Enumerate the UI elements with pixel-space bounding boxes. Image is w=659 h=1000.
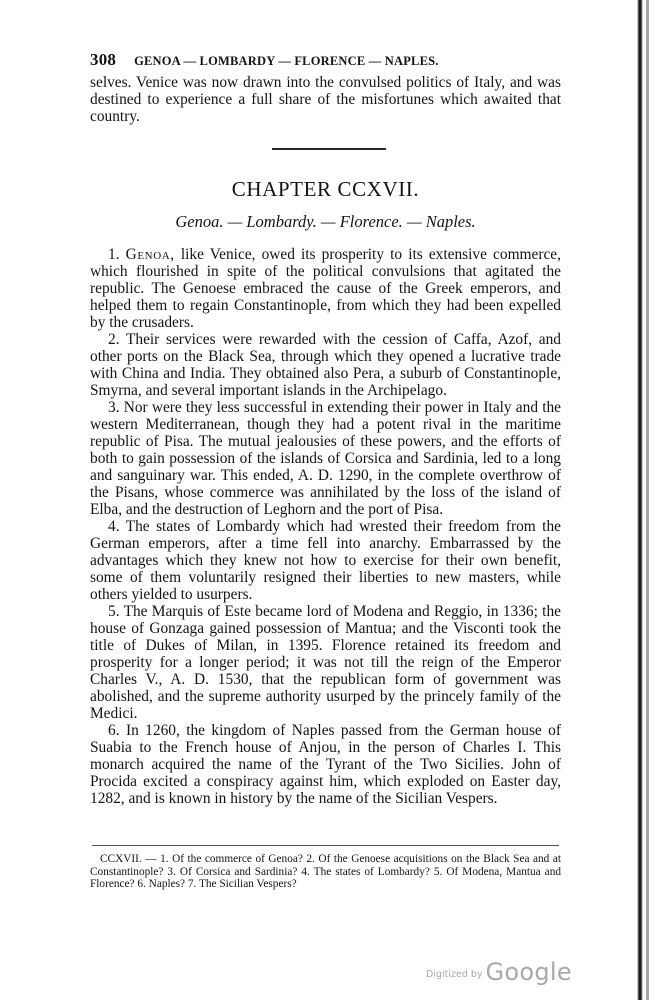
page-edge-line xyxy=(646,0,649,1000)
digitized-watermark xyxy=(426,958,572,986)
chapter-body xyxy=(90,246,561,807)
page-edge-shadow xyxy=(637,0,643,1000)
paragraph-4 xyxy=(90,518,561,603)
chapter-title: CHAPTER CCXVII. xyxy=(231,177,420,201)
paragraph-text: The states of Lombardy which had wrested their freedom from the German emperors, after a time fell into anarchy. Embarrassed by the advantages which they knew not how to exercise for their own benefit, some of them voluntarily resigned their liberties to new masters, while others yielded to usurpers. xyxy=(90,518,561,603)
paragraph-3 xyxy=(90,399,561,518)
footnote-rule xyxy=(92,845,559,846)
paragraph-text: Their services were rewarded with the cession of Caffa, Azof, and other ports on the Black Sea, through which they opened a lucrative trade with China and India. They obtained also Pera, a suburb of Constantinople, Smyrna, and several important islands in the Archipelago. xyxy=(90,331,561,399)
footnote-text: CCXVII. — 1. Of the commerce of Genoa? 2. Of the Genoese acquisitions on the Black Sea and at Constantinople? 3. Of Corsica and Sardinia? 4. The states of Lombardy? 5. Of Modena, Mantua and Florence? 6. Naples? 7. The Sicilian Vespers? xyxy=(90,853,561,891)
paragraph-1 xyxy=(90,246,561,331)
paragraph-2 xyxy=(90,331,561,399)
paragraph-number: 5. xyxy=(108,603,120,620)
page-number: 308 xyxy=(90,50,117,69)
paragraph-lead-word: Genoa, xyxy=(125,246,175,263)
running-title: GENOA — LOMBARDY — FLORENCE — NAPLES. xyxy=(134,54,439,68)
continued-text: selves. Venice was now drawn into the convulsed politics of Italy, and was destined to experience a full share of the misfortunes which awaited that country. xyxy=(90,74,561,125)
paragraph-number: 6. xyxy=(108,722,120,739)
paragraph-number: 4. xyxy=(108,518,120,535)
chapter-subtitle: Genoa. — Lombardy. — Florence. — Naples. xyxy=(175,212,476,231)
paragraph-number: 3. xyxy=(108,399,120,416)
paragraph-text: In 1260, the kingdom of Naples passed from the German house of Suabia to the French house of Anjou, in the person of Charles I. This monarch acquired the name of the Tyrant of the Two Sicilies. John of Procida excited a conspiracy against him, which exploded on Easter day, 1282, and is known in history by the name of the Sicilian Vespers. xyxy=(90,722,561,807)
watermark-prefix: Digitized by xyxy=(426,969,483,980)
continued-paragraph xyxy=(90,74,561,125)
paragraph-number: 2. xyxy=(108,331,120,348)
paragraph-number: 1. xyxy=(108,246,120,263)
chapter-separator-rule xyxy=(272,148,386,150)
paragraph-5 xyxy=(90,603,561,722)
paragraph-text: like Venice, owed its prosperity to its extensive commerce, which flourished in spite of the political convulsions that agitated the republic. The Genoese embraced the cause of the Greek emperors, and helped them to regain Constantinople, from which they had been expelled by the crusaders. xyxy=(90,246,561,331)
paragraph-text: Nor were they less successful in extending their power in Italy and the western Mediterranean, though they had a potent rival in the maritime republic of Pisa. The mutual jealousies of these powers, and the efforts of both to gain possession of the islands of Corsica and Sardinia, led to a long and sanguinary war. This ended, A. D. 1290, in the complete overthrow of the Pisans, whose commerce was annihilated by the loss of the island of Elba, and the destruction of Leghorn and the port of Pisa. xyxy=(90,399,562,518)
footnote-questions xyxy=(90,853,561,891)
paragraph-text: The Marquis of Este became lord of Modena and Reggio, in 1336; the house of Gonzaga gained possession of Mantua; and the Visconti took the title of Dukes of Milan, in 1395. Florence retained its freedom and prosperity for a longer period; it was not till the reign of the Emperor Charles V., A. D. 1530, that the republican form of government was abolished, and the supreme authority usurped by the princely family of the Medici. xyxy=(90,603,561,722)
google-logo: Google xyxy=(485,958,572,986)
paragraph-6 xyxy=(90,722,561,807)
page-header xyxy=(90,50,560,70)
